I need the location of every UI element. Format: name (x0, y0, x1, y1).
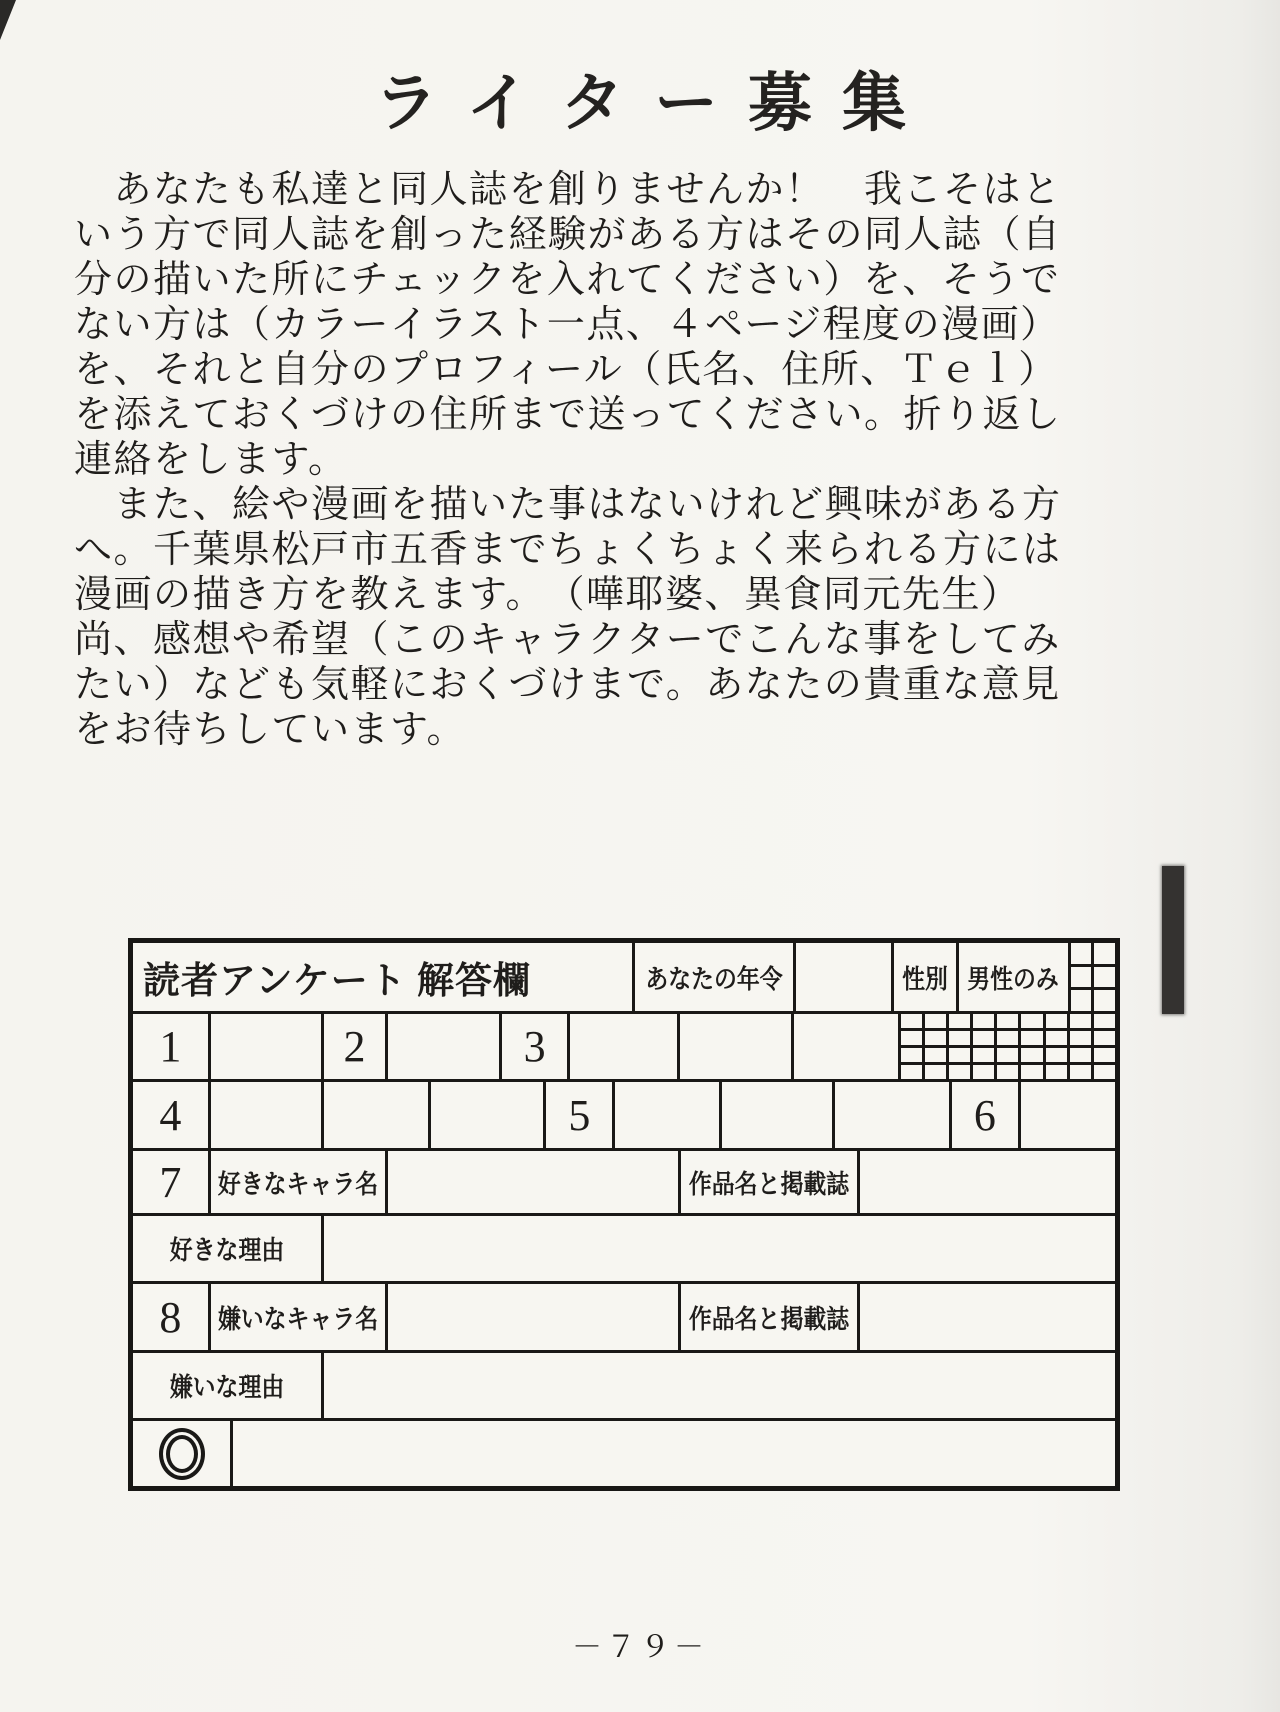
answer-grid-cell (1094, 1065, 1115, 1079)
body-line: たい）なども気軽におくづけまで。あなたの貴重な意見 (74, 664, 1061, 706)
answer-grid-cell (1046, 1048, 1067, 1062)
answer-cell (719, 1082, 832, 1148)
answer-grid-cell (997, 1048, 1018, 1062)
q5-number: 5 (543, 1082, 612, 1148)
answer-grid-cell (949, 1048, 970, 1062)
work-magazine-label: 作品名と掲載誌 (678, 1284, 857, 1350)
answer-grid-cell (925, 1048, 946, 1062)
answer-grid-cell (1046, 1065, 1067, 1079)
answer-grid-cell (1094, 1014, 1115, 1028)
free-comment-answer-cell (230, 1421, 1115, 1486)
answer-grid-cell (1070, 1065, 1091, 1079)
answer-grid-cell (997, 1014, 1018, 1028)
answer-grid-cell (997, 1031, 1018, 1045)
double-circle-icon (159, 1428, 205, 1480)
answer-grid-cell (973, 1065, 994, 1079)
answer-cell (428, 1082, 544, 1148)
answer-grid-cell (1021, 1048, 1042, 1062)
page-number: －７９－ (572, 1631, 708, 1664)
work-magazine-answer-cell (857, 1151, 1115, 1213)
q3-number: 3 (499, 1014, 567, 1079)
q4-answer-cell (208, 1082, 321, 1148)
answer-grid-cell (925, 1031, 946, 1045)
answer-grid-cell (973, 1031, 994, 1045)
favorite-reason-label: 好きな理由 (169, 1236, 284, 1265)
hated-character-answer-cell (385, 1284, 678, 1350)
answer-cell (321, 1082, 428, 1148)
answer-grid-cell (901, 1014, 922, 1028)
body-line: 連絡をします。 (74, 439, 348, 481)
double-circle-cell (133, 1421, 230, 1486)
answer-grid-cell (1094, 1031, 1115, 1045)
body-line: をお待ちしています。 (74, 709, 466, 751)
q7-number: 7 (159, 1157, 182, 1207)
hated-reason-row (133, 1350, 1115, 1418)
body-line: を、それと自分のプロフィール（氏名、住所、Ｔｅｌ） (74, 349, 1058, 391)
body-line: 尚、感想や希望（このキャラクターでこんな事をしてみ (74, 619, 1061, 661)
q8-number: 8 (159, 1292, 182, 1342)
answer-grid-cell (1046, 1031, 1067, 1045)
answer-grid-cell (1071, 990, 1092, 1011)
answer-grid-cell (1094, 990, 1115, 1011)
answer-grid-cell (949, 1031, 970, 1045)
body-line: いう方で同人誌を創った経験がある方はその同人誌（自 (74, 214, 1062, 256)
body-line: 漫画の描き方を教えます。 （嘩耶婆、異食同元先生） (74, 574, 1021, 616)
answer-grid-cell (973, 1048, 994, 1062)
answer-grid-cell (1071, 943, 1092, 964)
answer-grid-cell (949, 1065, 970, 1079)
answer-grid-cell (1021, 1014, 1042, 1028)
answer-grid-cell (1070, 1048, 1091, 1062)
answer-grid-cell (1071, 967, 1092, 988)
page-title: ライター募集 (373, 68, 937, 139)
answer-grid-cell (1046, 1014, 1067, 1028)
free-comment-row (133, 1418, 1115, 1486)
body-line: あなたも私達と同人誌を創りませんか！ 我こそはと (74, 169, 1062, 211)
body-line: 分の描いた所にチェックを入れてください）を、そうで (74, 259, 1061, 301)
body-line: を添えておくづけの住所まで送ってください。折り返し (74, 394, 1062, 436)
answer-grid-cell (901, 1048, 922, 1062)
q2-number: 2 (321, 1014, 386, 1079)
age-label: あなたの年令 (632, 943, 793, 1011)
questions-4-6-row (133, 1079, 1115, 1148)
answer-grid-cell (1094, 1048, 1115, 1062)
work-magazine-answer-cell (857, 1284, 1115, 1350)
gender-label: 性別 (891, 943, 956, 1011)
q6-number: 6 (949, 1082, 1018, 1148)
q1-answer-cell (208, 1014, 321, 1079)
answer-cell (791, 1014, 898, 1079)
favorite-character-answer-cell (385, 1151, 678, 1213)
answer-grid-cell (973, 1014, 994, 1028)
hated-reason-label: 嫌いな理由 (169, 1373, 284, 1402)
question-8-row (133, 1281, 1115, 1350)
recruitment-text (74, 168, 1144, 753)
q3-answer-cell (567, 1014, 677, 1079)
q2-answer-cell (385, 1014, 499, 1079)
favorite-reason-answer-cell (321, 1216, 1115, 1281)
scan-edge-artifact (1162, 866, 1184, 1014)
question-7-row (133, 1148, 1115, 1213)
work-magazine-label: 作品名と掲載誌 (678, 1151, 857, 1213)
hated-character-label: 嫌いなキャラ名 (208, 1284, 386, 1350)
hated-reason-answer-cell (321, 1353, 1115, 1418)
q4-number: 4 (159, 1090, 182, 1140)
answer-grid-cell (925, 1014, 946, 1028)
gender-value: 男性のみ (956, 943, 1068, 1011)
answer-grid-cell (1094, 943, 1115, 964)
answer-grid-cell (1021, 1065, 1042, 1079)
answer-grid-cell (997, 1065, 1018, 1079)
q6-answer-cell (1018, 1082, 1115, 1148)
body-line: ない方は（カラーイラスト一点、４ページ程度の漫画） (74, 304, 1060, 346)
q1-number: 1 (159, 1022, 182, 1071)
answer-grid-cell (1094, 967, 1115, 988)
form-title: 読者アンケート 解答欄 (143, 961, 532, 1002)
answer-grid-cell (925, 1065, 946, 1079)
answer-grid-cell (1070, 1014, 1091, 1028)
reader-survey-form (128, 938, 1120, 1491)
answer-cell (832, 1082, 949, 1148)
age-answer-cell (793, 943, 891, 1011)
scan-corner-artifact (0, 0, 16, 40)
header-mini-grid (1068, 943, 1115, 1011)
answer-check-grid (898, 1014, 1115, 1079)
answer-grid-cell (901, 1065, 922, 1079)
answer-cell (677, 1014, 791, 1079)
q5-answer-cell (612, 1082, 719, 1148)
answer-grid-cell (1021, 1031, 1042, 1045)
answer-grid-cell (901, 1031, 922, 1045)
answer-grid-cell (1070, 1031, 1091, 1045)
body-line: へ。千葉県松戸市五香までちょくちょく来られる方には (74, 529, 1062, 571)
favorite-reason-row (133, 1213, 1115, 1281)
form-header-row (133, 943, 1115, 1011)
questions-1-3-row (133, 1011, 1115, 1079)
body-line: また、絵や漫画を描いた事はないけれど興味がある方 (74, 484, 1062, 526)
answer-grid-cell (949, 1014, 970, 1028)
favorite-character-label: 好きなキャラ名 (208, 1151, 386, 1213)
